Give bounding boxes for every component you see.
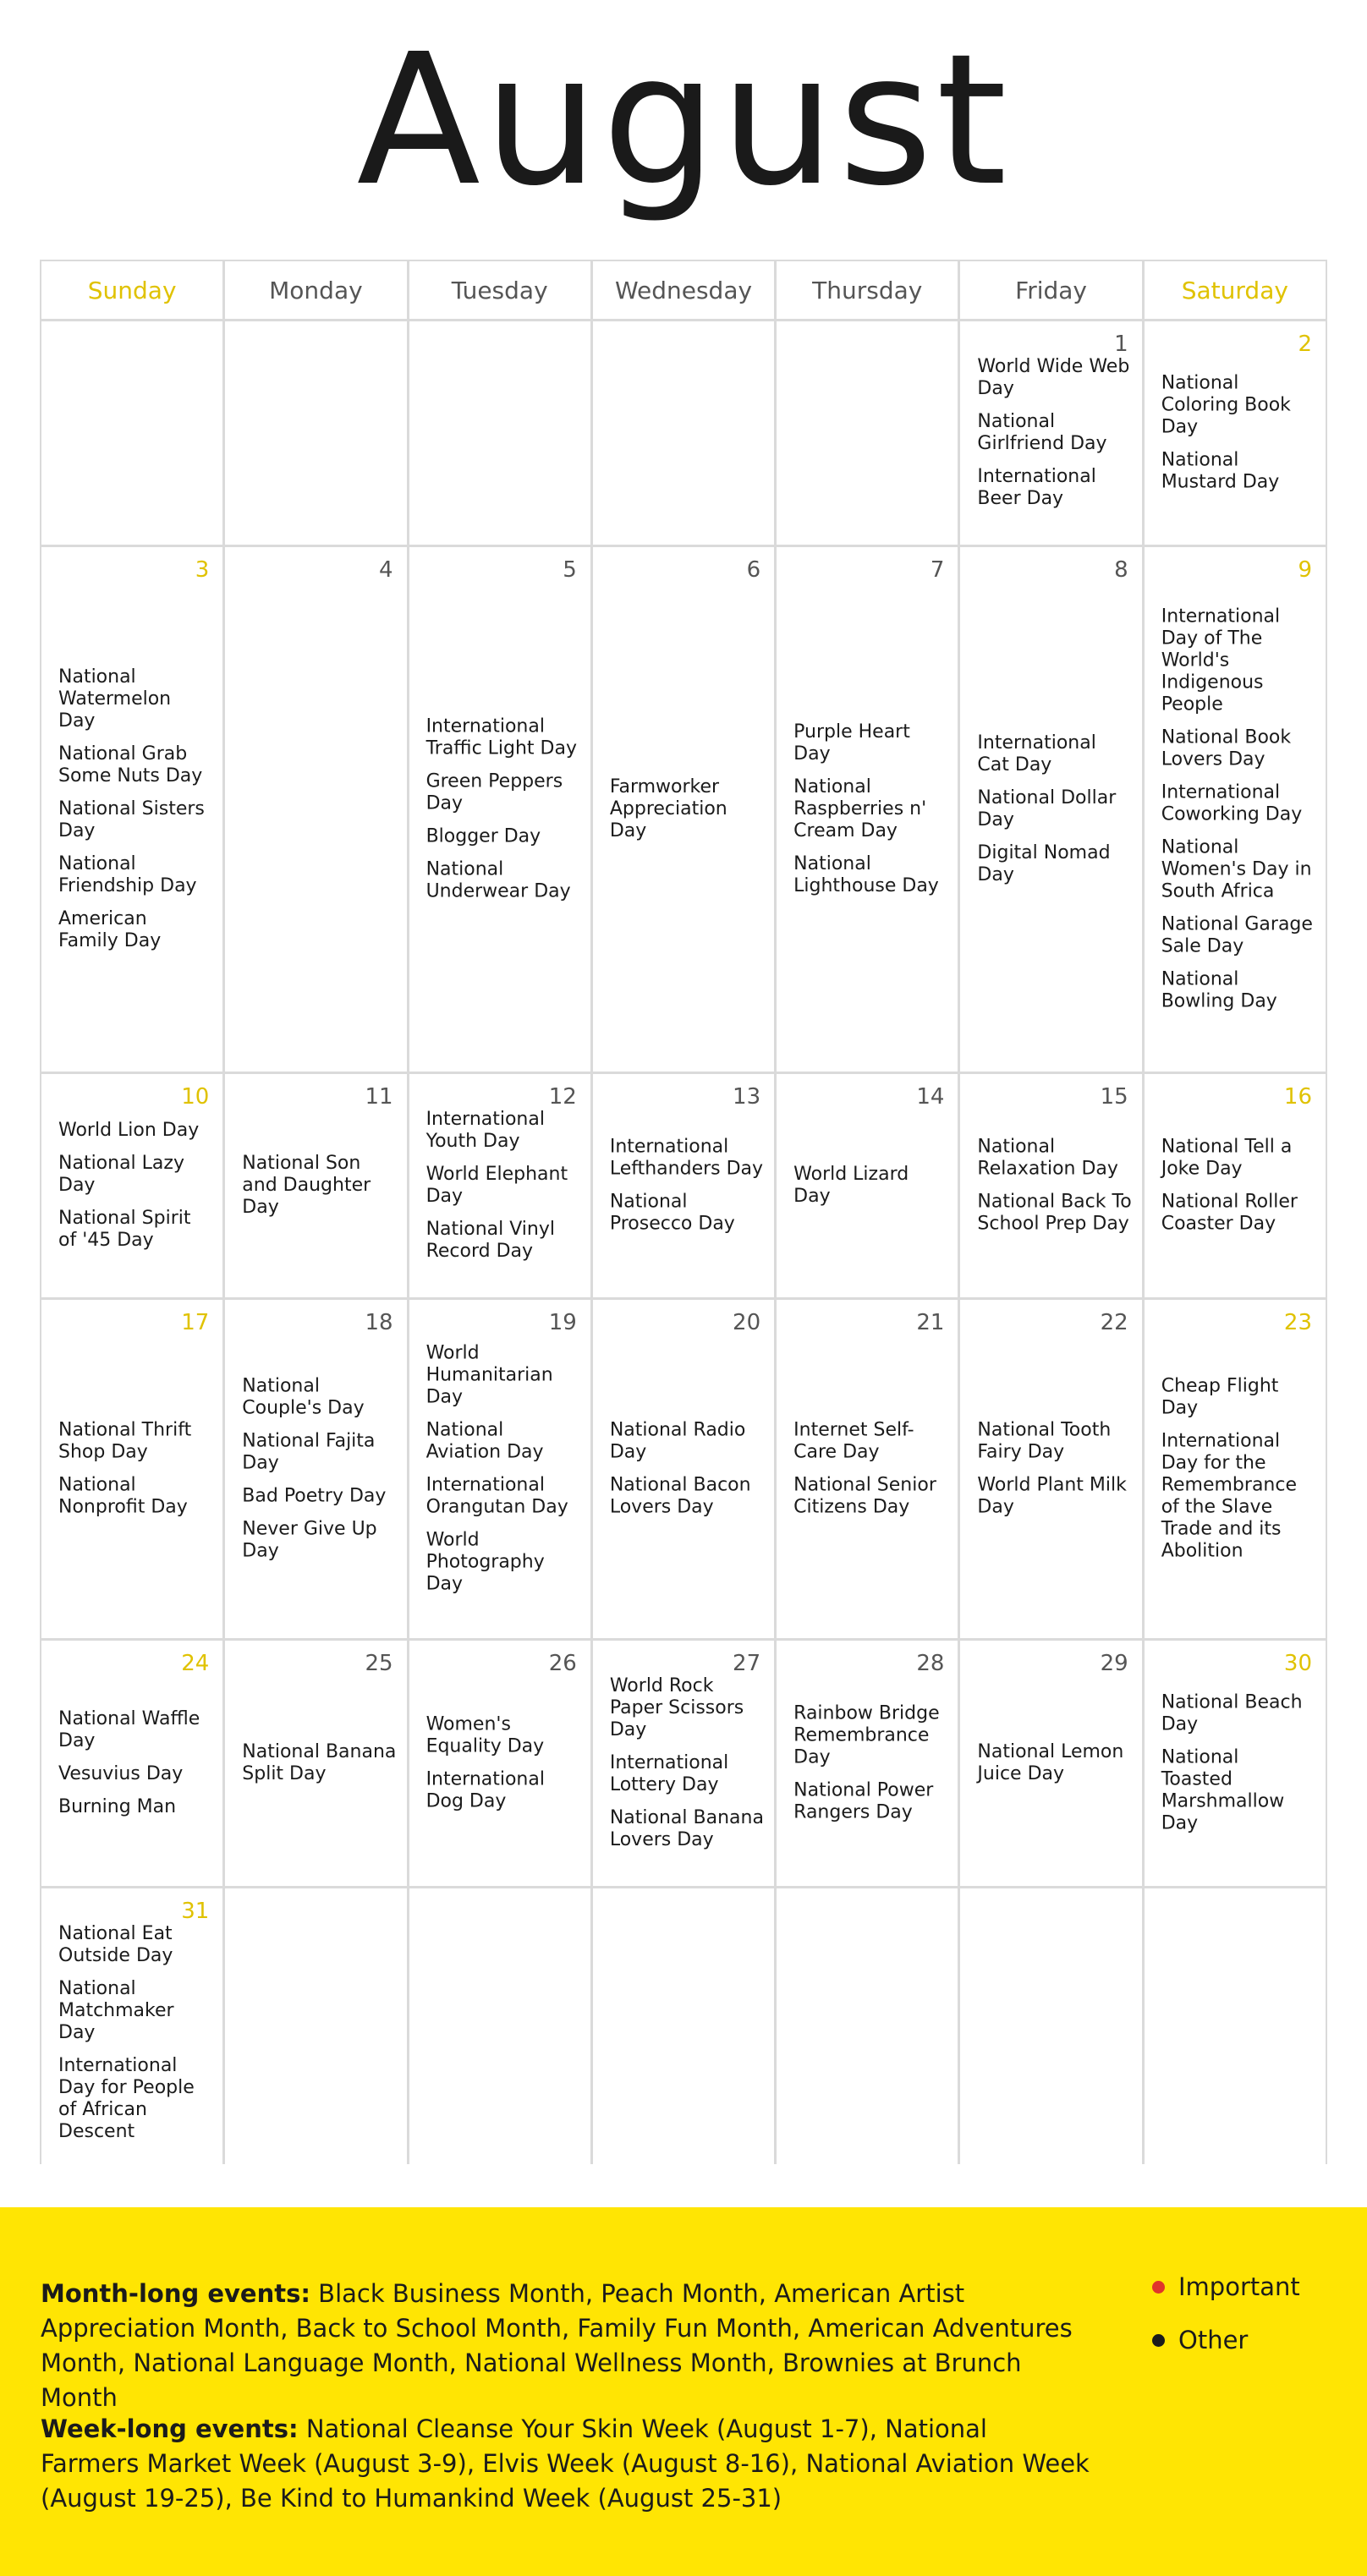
event-item: National Garage Sale Day bbox=[1161, 913, 1313, 957]
event-list bbox=[793, 1703, 947, 1824]
day-number: 13 bbox=[733, 1084, 761, 1110]
day-cell bbox=[960, 1074, 1141, 1297]
event-item: National Grab Some Nuts Day bbox=[58, 743, 203, 787]
day-number: 8 bbox=[1114, 557, 1128, 583]
day-number: 17 bbox=[181, 1310, 210, 1335]
day-cell bbox=[41, 1641, 222, 1886]
weekday-header-friday: Friday bbox=[960, 261, 1141, 319]
empty-day-cell bbox=[960, 1888, 1141, 2178]
day-number: 10 bbox=[181, 1084, 210, 1110]
weekday-header-saturday: Saturday bbox=[1145, 261, 1326, 319]
day-cell bbox=[593, 1641, 774, 1886]
event-list bbox=[610, 1675, 764, 1851]
event-item: National Toasted Marshmallow Day bbox=[1161, 1746, 1285, 1834]
event-item: National Power Rangers Day bbox=[793, 1779, 934, 1823]
event-item: National Lemon Juice Day bbox=[977, 1741, 1124, 1784]
day-cell bbox=[409, 1641, 590, 1886]
day-number: 5 bbox=[563, 557, 577, 583]
month-long-events bbox=[41, 2277, 1090, 2415]
event-item: International Day of The World's Indigenous People bbox=[1161, 606, 1281, 715]
day-number: 9 bbox=[1298, 557, 1312, 583]
weekday-header-tuesday: Tuesday bbox=[409, 261, 590, 319]
event-item: International Cat Day bbox=[977, 732, 1096, 776]
day-number: 3 bbox=[195, 557, 210, 583]
event-item: International Dog Day bbox=[425, 1768, 545, 1812]
weekday-header-sunday: Sunday bbox=[41, 261, 222, 319]
event-list bbox=[610, 776, 764, 842]
event-item: National Back To School Prep Day bbox=[977, 1191, 1132, 1235]
event-list bbox=[58, 1923, 212, 2143]
event-item: World Plant Milk Day bbox=[977, 1474, 1127, 1518]
day-cell bbox=[41, 547, 222, 1072]
day-number: 29 bbox=[1100, 1651, 1128, 1676]
event-item: American Family Day bbox=[58, 908, 162, 951]
event-list bbox=[1161, 1692, 1315, 1835]
legend-important-label: Important bbox=[1178, 2272, 1300, 2301]
event-item: Internet Self-Care Day bbox=[793, 1419, 914, 1463]
day-number: 12 bbox=[548, 1084, 577, 1110]
event-item: National Book Lovers Day bbox=[1161, 726, 1292, 770]
event-list bbox=[977, 356, 1131, 510]
day-number: 20 bbox=[733, 1310, 761, 1335]
event-item: National Thrift Shop Day bbox=[58, 1419, 192, 1463]
day-number: 2 bbox=[1298, 332, 1312, 357]
day-cell bbox=[41, 1888, 222, 2178]
weekday-header-monday: Monday bbox=[225, 261, 406, 319]
day-cell bbox=[409, 1074, 590, 1297]
event-item: Bad Poetry Day bbox=[242, 1485, 387, 1507]
day-cell bbox=[777, 1300, 958, 1638]
event-item: International Orangutan Day bbox=[425, 1474, 568, 1518]
day-number: 24 bbox=[181, 1651, 210, 1676]
empty-day-cell bbox=[225, 321, 406, 545]
event-list bbox=[426, 1343, 580, 1596]
event-item: International Traffic Light Day bbox=[425, 715, 577, 759]
day-cell bbox=[960, 321, 1141, 545]
event-item: World Rock Paper Scissors Day bbox=[609, 1675, 744, 1740]
event-item: National Raspberries n' Cream Day bbox=[793, 776, 927, 841]
event-item: National Eat Outside Day bbox=[58, 1923, 173, 1966]
footer-band bbox=[0, 2207, 1367, 2576]
calendar-grid bbox=[40, 260, 1327, 2164]
event-item: National Beach Day bbox=[1161, 1691, 1303, 1735]
day-cell bbox=[777, 1074, 958, 1297]
day-cell bbox=[1145, 547, 1326, 1072]
event-item: National Son and Daughter Day bbox=[242, 1153, 371, 1218]
event-item: Burning Man bbox=[58, 1796, 177, 1817]
event-list bbox=[610, 1420, 764, 1519]
event-item: Farmworker Appreciation Day bbox=[609, 776, 727, 841]
event-item: National Watermelon Day bbox=[58, 666, 172, 732]
event-item: Vesuvius Day bbox=[58, 1763, 184, 1784]
event-item: National Sisters Day bbox=[58, 798, 205, 841]
event-item: National Friendship Day bbox=[58, 853, 197, 896]
day-cell bbox=[225, 1641, 406, 1886]
event-item: Purple Heart Day bbox=[793, 721, 910, 765]
event-item: National Relaxation Day bbox=[977, 1136, 1118, 1180]
day-number: 28 bbox=[916, 1651, 945, 1676]
event-item: National Girlfriend Day bbox=[977, 411, 1107, 454]
event-item: National Lazy Day bbox=[58, 1153, 184, 1196]
event-item: International Lottery Day bbox=[609, 1752, 729, 1795]
day-number: 18 bbox=[365, 1310, 393, 1335]
event-item: World Lion Day bbox=[58, 1120, 200, 1141]
empty-day-cell bbox=[593, 1888, 774, 2178]
event-item: Cheap Flight Day bbox=[1161, 1375, 1279, 1419]
event-item: National Nonprofit Day bbox=[58, 1474, 188, 1518]
empty-day-cell bbox=[409, 1888, 590, 2178]
legend-other-label: Other bbox=[1178, 2326, 1249, 2354]
event-item: Digital Nomad Day bbox=[977, 842, 1111, 885]
day-number: 1 bbox=[1114, 332, 1128, 357]
day-cell bbox=[960, 1300, 1141, 1638]
event-item: National Aviation Day bbox=[425, 1419, 544, 1463]
week-long-events bbox=[41, 2412, 1090, 2516]
day-cell bbox=[1145, 321, 1326, 545]
weekday-header-wednesday: Wednesday bbox=[593, 261, 774, 319]
event-list bbox=[793, 721, 947, 897]
event-item: National Banana Split Day bbox=[242, 1741, 397, 1784]
day-cell bbox=[225, 547, 406, 1072]
event-list bbox=[58, 1420, 212, 1519]
month-long-label: Month-long events: bbox=[41, 2279, 310, 2308]
legend-other bbox=[1152, 2325, 1248, 2355]
empty-day-cell bbox=[409, 321, 590, 545]
event-item: International Youth Day bbox=[425, 1109, 545, 1152]
day-number: 15 bbox=[1100, 1084, 1128, 1110]
event-item: National Vinyl Record Day bbox=[425, 1219, 555, 1262]
event-list bbox=[242, 1153, 396, 1219]
event-item: Women's Equality Day bbox=[425, 1713, 545, 1757]
red-dot-icon bbox=[1152, 2281, 1165, 2294]
empty-day-cell bbox=[41, 321, 222, 545]
event-item: World Wide Web Day bbox=[977, 356, 1130, 399]
event-item: World Lizard Day bbox=[793, 1164, 909, 1207]
day-cell bbox=[409, 547, 590, 1072]
empty-day-cell bbox=[1145, 1888, 1326, 2178]
event-list bbox=[977, 732, 1131, 886]
day-cell bbox=[41, 1300, 222, 1638]
event-item: International Coworking Day bbox=[1161, 781, 1303, 825]
day-number: 16 bbox=[1283, 1084, 1312, 1110]
event-item: Green Peppers Day bbox=[425, 770, 563, 814]
day-cell bbox=[777, 1641, 958, 1886]
empty-day-cell bbox=[593, 321, 774, 545]
event-list bbox=[793, 1164, 947, 1208]
event-item: National Couple's Day bbox=[242, 1375, 365, 1419]
event-list bbox=[426, 716, 580, 903]
event-item: National Bacon Lovers Day bbox=[609, 1474, 751, 1518]
event-list bbox=[242, 1741, 396, 1785]
event-item: National Tell a Joke Day bbox=[1161, 1136, 1293, 1180]
event-item: National Fajita Day bbox=[242, 1430, 376, 1474]
empty-day-cell bbox=[777, 321, 958, 545]
day-number: 22 bbox=[1100, 1310, 1128, 1335]
day-number: 26 bbox=[548, 1651, 577, 1676]
event-item: International Day for the Remembrance of the Slave Trade and its Abolition bbox=[1161, 1430, 1297, 1562]
event-item: National Women's Day in South Africa bbox=[1161, 836, 1312, 902]
event-list bbox=[610, 1137, 764, 1236]
event-list bbox=[426, 1109, 580, 1263]
event-item: World Photography Day bbox=[425, 1529, 545, 1595]
day-number: 30 bbox=[1283, 1651, 1312, 1676]
event-list bbox=[793, 1420, 947, 1519]
event-list bbox=[58, 666, 212, 952]
black-dot-icon bbox=[1152, 2334, 1165, 2347]
event-item: World Humanitarian Day bbox=[425, 1342, 553, 1408]
day-cell bbox=[409, 1300, 590, 1638]
day-number: 19 bbox=[548, 1310, 577, 1335]
month-long-text: Black Business Month, Peach Month, American Artist Appreciation Month, Back to School Month, Family Fun Month, American Adventures Month, National Language Month, National Wellness Month, Brownies at Brunch Month bbox=[41, 2279, 1073, 2412]
event-item: National Dollar Day bbox=[977, 787, 1117, 830]
empty-day-cell bbox=[777, 1888, 958, 2178]
day-cell bbox=[777, 547, 958, 1072]
event-item: National Mustard Day bbox=[1161, 449, 1280, 493]
day-cell bbox=[960, 547, 1141, 1072]
event-item: International Day for People of African Descent bbox=[58, 2055, 195, 2142]
event-list bbox=[58, 1708, 212, 1818]
page-title: August bbox=[356, 15, 1011, 226]
day-cell bbox=[1145, 1074, 1326, 1297]
event-item: National Prosecco Day bbox=[609, 1191, 735, 1235]
day-cell bbox=[1145, 1300, 1326, 1638]
week-long-label: Week-long events: bbox=[41, 2414, 299, 2443]
day-cell bbox=[225, 1300, 406, 1638]
day-number: 21 bbox=[916, 1310, 945, 1335]
event-item: National Bowling Day bbox=[1161, 968, 1277, 1012]
event-item: National Senior Citizens Day bbox=[793, 1474, 936, 1518]
event-item: National Radio Day bbox=[609, 1419, 746, 1463]
event-list bbox=[58, 1120, 212, 1252]
day-number: 27 bbox=[733, 1651, 761, 1676]
legend-important bbox=[1152, 2272, 1300, 2302]
event-item: Rainbow Bridge Remembrance Day bbox=[793, 1702, 940, 1768]
event-item: National Roller Coaster Day bbox=[1161, 1191, 1298, 1235]
day-cell bbox=[1145, 1641, 1326, 1886]
event-item: Blogger Day bbox=[425, 825, 541, 847]
event-item: Never Give Up Day bbox=[242, 1518, 377, 1562]
empty-day-cell bbox=[225, 1888, 406, 2178]
event-list bbox=[242, 1376, 396, 1563]
event-item: National Lighthouse Day bbox=[793, 853, 939, 896]
event-list bbox=[977, 1741, 1131, 1785]
event-list bbox=[977, 1137, 1131, 1236]
weekday-header-thursday: Thursday bbox=[777, 261, 958, 319]
day-cell bbox=[225, 1074, 406, 1297]
event-item: National Banana Lovers Day bbox=[609, 1807, 764, 1850]
event-item: International Lefthanders Day bbox=[609, 1136, 764, 1180]
day-number: 4 bbox=[379, 557, 393, 583]
event-item: World Elephant Day bbox=[425, 1164, 568, 1207]
day-number: 11 bbox=[365, 1084, 393, 1110]
day-number: 25 bbox=[365, 1651, 393, 1676]
day-number: 7 bbox=[930, 557, 945, 583]
day-cell bbox=[593, 1300, 774, 1638]
event-item: National Waffle Day bbox=[58, 1708, 200, 1751]
day-number: 14 bbox=[916, 1084, 945, 1110]
day-number: 6 bbox=[746, 557, 761, 583]
day-number: 31 bbox=[181, 1899, 210, 1924]
day-cell bbox=[41, 1074, 222, 1297]
day-cell bbox=[593, 547, 774, 1072]
event-list bbox=[1161, 373, 1315, 494]
event-item: National Coloring Book Day bbox=[1161, 372, 1291, 438]
day-number: 23 bbox=[1283, 1310, 1312, 1335]
event-item: National Matchmaker Day bbox=[58, 1978, 174, 2043]
event-list bbox=[1161, 1376, 1315, 1563]
event-list bbox=[977, 1420, 1131, 1519]
event-list bbox=[1161, 1137, 1315, 1236]
event-item: National Spirit of '45 Day bbox=[58, 1208, 191, 1251]
day-cell bbox=[960, 1641, 1141, 1886]
day-cell bbox=[593, 1074, 774, 1297]
week-long-text: National Cleanse Your Skin Week (August 1-7), National Farmers Market Week (August 3-9), Elvis Week (August 8-16), National Aviation Week (August 19-25), Be Kind to Humankind Week (August 25-31) bbox=[41, 2414, 1090, 2513]
event-item: National Underwear Day bbox=[425, 858, 571, 902]
event-item: National Tooth Fairy Day bbox=[977, 1419, 1112, 1463]
event-item: International Beer Day bbox=[977, 466, 1096, 509]
event-list bbox=[426, 1714, 580, 1813]
event-list bbox=[1161, 606, 1315, 1013]
